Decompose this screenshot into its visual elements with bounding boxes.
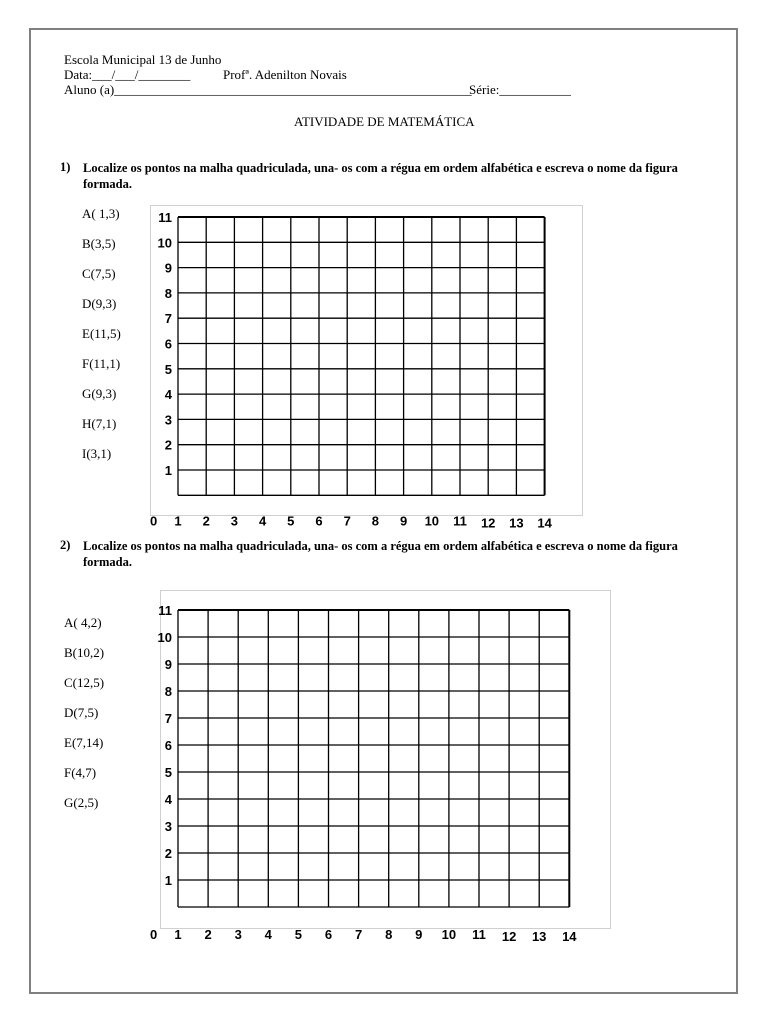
point-label: D(7,5) [64,705,99,720]
point-label: G(2,5) [64,795,99,810]
grid-frame [151,206,583,516]
y-axis-label: 8 [164,684,172,699]
y-axis-label: 3 [164,412,172,428]
x-axis-label: 2 [202,513,210,529]
x-axis-label: 5 [287,513,295,529]
x-axis-label: 11 [453,513,467,529]
x-axis-label: 10 [441,927,457,942]
x-axis-label: 13 [531,929,547,944]
y-axis-label: 4 [164,387,172,403]
x-axis-label: 6 [315,513,323,529]
x-axis-label: 9 [415,927,423,942]
point-label: G(9,3) [82,386,117,401]
question-2-number: 2) [60,538,71,552]
x-axis-label: 8 [385,927,393,942]
student-name-field: Aluno (a)_______________________________________________________ [64,82,472,97]
y-axis-label: 4 [164,792,172,807]
y-axis-label: 7 [164,711,172,726]
point-label: B(3,5) [82,236,116,251]
x-axis-label: 0 [150,513,158,529]
point-label: F(4,7) [64,765,97,780]
y-axis-label: 1 [164,873,172,888]
y-axis-label: 3 [164,819,172,834]
x-axis-label: 12 [480,515,496,531]
grid-frame [161,591,611,929]
question-2-text: Localize os pontos na malha quadriculada, una- os com a régua em ordem alfabética e escreva o nome da figura formada. [83,539,678,569]
x-axis-label: 8 [371,513,380,529]
point-label: C(12,5) [64,675,105,690]
x-axis-label: 1 [174,513,182,529]
x-axis-label: 11 [472,927,486,942]
x-axis-label: 4 [264,927,272,942]
y-axis-label: 10 [157,630,172,645]
point-label: C(7,5) [82,266,116,281]
question-2-grid [150,590,615,944]
x-axis-label: 3 [234,927,242,942]
y-axis-label: 5 [164,361,172,377]
x-axis-label: 1 [174,927,182,942]
x-axis-label: 13 [509,515,524,531]
point-label: E(7,14) [64,735,104,750]
y-axis-label: 11 [158,210,172,225]
x-axis-label: 2 [204,927,212,942]
x-axis-label: 7 [354,927,363,942]
date-field: Data:___/___/________ [64,67,191,82]
point-label: H(7,1) [82,416,117,431]
y-axis-label: 8 [164,285,172,301]
y-axis-label: 10 [157,235,172,251]
point-label: A( 4,2) [64,615,102,630]
y-axis-label: 6 [164,738,172,753]
y-axis-label: 5 [164,765,172,780]
point-label: E(11,5) [82,326,121,341]
point-label: B(10,2) [64,645,105,660]
page-title: ATIVIDADE DE MATEMÁTICA [294,114,475,129]
school-name: Escola Municipal 13 de Junho [64,52,222,67]
x-axis-label: 6 [324,927,333,942]
x-axis-label: 12 [501,929,517,944]
x-axis-label: 7 [343,513,351,529]
y-axis-label: 9 [164,260,172,276]
y-axis-label: 6 [164,336,172,352]
x-axis-label: 0 [150,927,158,942]
x-axis-label: 3 [230,513,239,529]
x-axis-label: 10 [424,513,440,529]
point-label: D(9,3) [82,296,117,311]
point-label: I(3,1) [82,446,112,461]
teacher-name: Profª. Adenilton Novais [223,67,347,82]
x-axis-label: 4 [258,513,267,529]
y-axis-label: 1 [164,463,172,478]
x-axis-label: 5 [294,927,303,942]
point-label: A( 1,3) [82,206,120,221]
y-axis-label: 2 [164,846,172,861]
x-axis-label: 14 [562,929,577,944]
x-axis-label: 14 [537,515,552,531]
point-label: F(11,1) [82,356,121,371]
y-axis-label: 2 [164,437,172,453]
question-1-number: 1) [60,160,71,174]
y-axis-label: 7 [164,311,172,327]
question-1-text: Localize os pontos na malha quadriculada, una- os com a régua em ordem alfabética e escreva o nome da figura formada. [83,161,678,191]
x-axis-label: 9 [399,513,408,529]
y-axis-label: 9 [164,657,172,672]
grade-field: Série:___________ [469,82,571,97]
y-axis-label: 11 [158,603,172,618]
question-1-grid [150,205,590,531]
